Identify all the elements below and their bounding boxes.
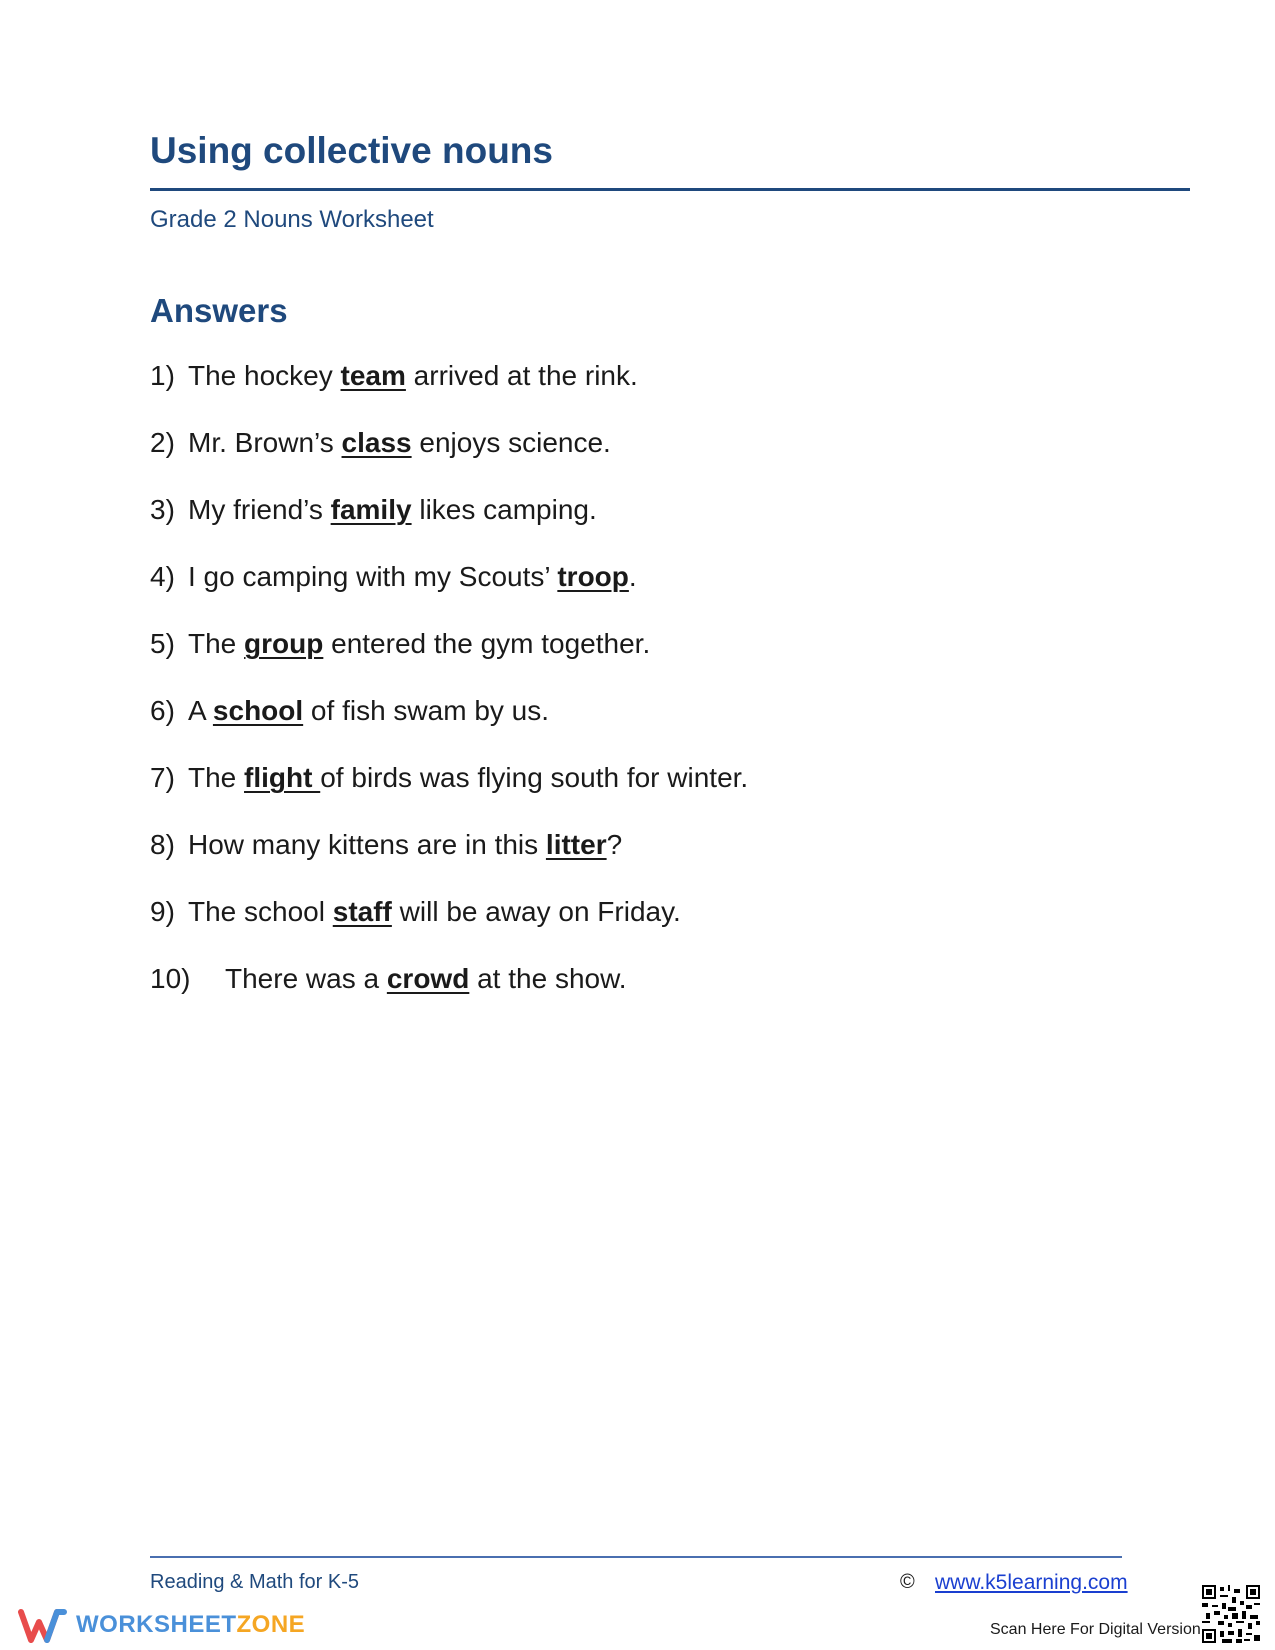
item-number: 2) — [150, 427, 175, 458]
page-subtitle: Grade 2 Nouns Worksheet — [150, 206, 434, 233]
answer-list — [150, 360, 748, 1030]
item-number: 6) — [150, 695, 175, 726]
item-number: 1) — [150, 360, 175, 391]
item-number: 10) — [150, 963, 191, 994]
item-number: 4) — [150, 561, 175, 592]
logo-text-part2: ZONE — [236, 1611, 306, 1638]
answer-item — [150, 628, 748, 695]
sentence-end: arrived at the rink. — [405, 360, 638, 391]
logo-text-part1: WORKSHEET — [76, 1611, 237, 1638]
collective-noun: flight — [244, 762, 321, 793]
page-title: Using collective nouns — [150, 130, 553, 171]
sentence-end: likes camping. — [411, 494, 597, 525]
answer-item — [150, 360, 748, 427]
scan-label: Scan Here For Digital Version — [990, 1621, 1201, 1638]
sentence-start: Mr. Brown’s — [188, 427, 342, 458]
answer-item — [150, 896, 748, 963]
sentence-end: of fish swam by us. — [303, 695, 550, 726]
answer-item — [150, 762, 748, 829]
title-divider — [150, 188, 1190, 191]
answer-item — [150, 695, 748, 762]
item-number: 7) — [150, 762, 175, 793]
sentence-end: ? — [606, 829, 623, 860]
sentence-start: I go camping with my Scouts’ — [188, 561, 558, 592]
collective-noun: crowd — [386, 963, 470, 994]
sentence-start: There was a — [225, 963, 387, 994]
answer-item — [150, 963, 748, 1030]
sentence-start: The hockey — [188, 360, 341, 391]
item-number: 3) — [150, 494, 175, 525]
sentence-end: entered the gym together. — [323, 628, 651, 659]
worksheetzone-logo-icon — [18, 1606, 68, 1644]
sentence-end: . — [628, 561, 637, 592]
sentence-start: The — [188, 762, 245, 793]
item-number: 5) — [150, 628, 175, 659]
qr-code-icon[interactable] — [1202, 1585, 1260, 1643]
answer-item — [150, 829, 748, 896]
section-title: Answers — [150, 292, 288, 329]
item-number: 9) — [150, 896, 175, 927]
sentence-start: My friend’s — [188, 494, 331, 525]
collective-noun: group — [244, 628, 324, 659]
answer-item — [150, 427, 748, 494]
sentence-start: A — [188, 695, 213, 726]
collective-noun: school — [212, 695, 304, 726]
copyright-symbol: © — [900, 1571, 915, 1593]
logo-wordmark — [76, 1611, 305, 1639]
collective-noun: staff — [332, 896, 392, 927]
worksheetzone-logo[interactable] — [18, 1606, 305, 1644]
item-number: 8) — [150, 829, 175, 860]
collective-noun: troop — [557, 561, 629, 592]
collective-noun: litter — [545, 829, 607, 860]
sentence-end: at the show. — [469, 963, 627, 994]
collective-noun: team — [340, 360, 406, 391]
footer-tagline: Reading & Math for K-5 — [150, 1571, 359, 1593]
sentence-start: The — [188, 628, 245, 659]
sentence-start: How many kittens are in this — [188, 829, 546, 860]
sentence-end: will be away on Friday. — [391, 896, 681, 927]
sentence-end: of birds was flying south for winter. — [320, 762, 749, 793]
answer-item — [150, 494, 748, 561]
answer-item — [150, 561, 748, 628]
sentence-end: enjoys science. — [411, 427, 611, 458]
sentence-start: The school — [188, 896, 333, 927]
website-link[interactable]: www.k5learning.com — [935, 1571, 1128, 1594]
collective-noun: family — [330, 494, 412, 525]
collective-noun: class — [341, 427, 412, 458]
footer-divider — [150, 1556, 1122, 1558]
